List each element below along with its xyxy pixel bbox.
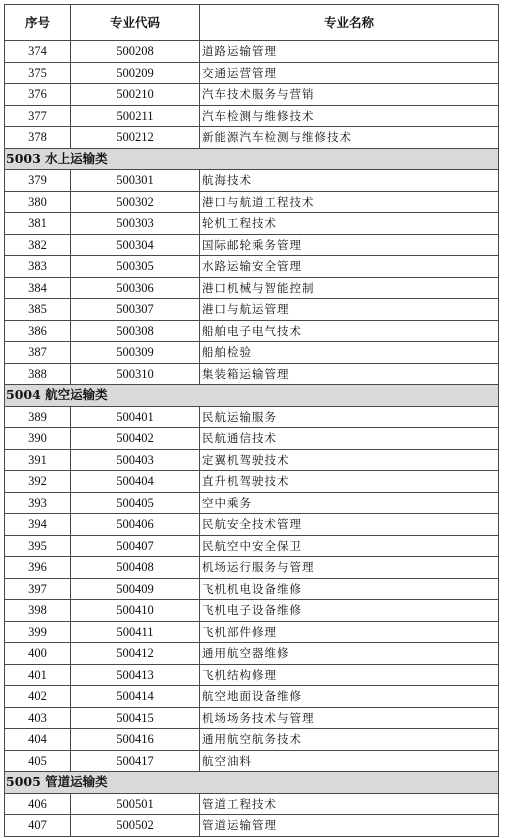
cell-code: 500414 — [71, 686, 200, 708]
cell-seq: 406 — [5, 793, 71, 815]
cell-code: 500401 — [71, 406, 200, 428]
cell-code: 500413 — [71, 664, 200, 686]
table-row — [5, 557, 499, 579]
table-row — [5, 84, 499, 106]
cell-name: 新能源汽车检测与维修技术 — [200, 127, 499, 149]
table-row — [5, 471, 499, 493]
table-row — [5, 170, 499, 192]
cell-seq: 383 — [5, 256, 71, 278]
cell-name: 民航空中安全保卫 — [200, 535, 499, 557]
cell-name: 汽车检测与维修技术 — [200, 105, 499, 127]
cell-seq: 398 — [5, 600, 71, 622]
cell-name: 航空油料 — [200, 750, 499, 772]
cell-name: 汽车技术服务与营销 — [200, 84, 499, 106]
category-row — [5, 148, 499, 170]
table-row — [5, 62, 499, 84]
table-row — [5, 793, 499, 815]
table-row — [5, 707, 499, 729]
cell-code: 500305 — [71, 256, 200, 278]
category-row — [5, 772, 499, 794]
cell-code: 500403 — [71, 449, 200, 471]
cell-seq: 405 — [5, 750, 71, 772]
table-body — [5, 41, 499, 837]
cell-name: 港口机械与智能控制 — [200, 277, 499, 299]
cell-code: 500417 — [71, 750, 200, 772]
cell-name: 道路运输管理 — [200, 41, 499, 63]
cell-seq: 376 — [5, 84, 71, 106]
table-row — [5, 363, 499, 385]
cell-seq: 400 — [5, 643, 71, 665]
cell-name: 机场运行服务与管理 — [200, 557, 499, 579]
table-row — [5, 664, 499, 686]
cell-seq: 393 — [5, 492, 71, 514]
table-row — [5, 105, 499, 127]
major-catalog-table — [4, 4, 499, 837]
cell-name: 民航安全技术管理 — [200, 514, 499, 536]
cell-name: 集装箱运输管理 — [200, 363, 499, 385]
table-row — [5, 428, 499, 450]
category-label: 5003 水上运输类 — [5, 148, 499, 170]
cell-name: 机场场务技术与管理 — [200, 707, 499, 729]
table-row — [5, 406, 499, 428]
cell-name: 水路运输安全管理 — [200, 256, 499, 278]
cell-seq: 389 — [5, 406, 71, 428]
cell-name: 民航通信技术 — [200, 428, 499, 450]
cell-code: 500309 — [71, 342, 200, 364]
table-row — [5, 535, 499, 557]
cell-seq: 407 — [5, 815, 71, 837]
cell-code: 500410 — [71, 600, 200, 622]
cell-code: 500308 — [71, 320, 200, 342]
table-row — [5, 578, 499, 600]
table-row — [5, 492, 499, 514]
cell-name: 通用航空航务技术 — [200, 729, 499, 751]
cell-name: 管道工程技术 — [200, 793, 499, 815]
cell-name: 空中乘务 — [200, 492, 499, 514]
cell-code: 500211 — [71, 105, 200, 127]
cell-name: 直升机驾驶技术 — [200, 471, 499, 493]
cell-code: 500301 — [71, 170, 200, 192]
category-row — [5, 385, 499, 407]
cell-seq: 397 — [5, 578, 71, 600]
table-row — [5, 621, 499, 643]
header-row — [5, 5, 499, 41]
table-row — [5, 750, 499, 772]
cell-name: 管道运输管理 — [200, 815, 499, 837]
cell-name: 国际邮轮乘务管理 — [200, 234, 499, 256]
cell-name: 定翼机驾驶技术 — [200, 449, 499, 471]
cell-seq: 384 — [5, 277, 71, 299]
cell-seq: 379 — [5, 170, 71, 192]
cell-seq: 396 — [5, 557, 71, 579]
cell-code: 500415 — [71, 707, 200, 729]
cell-seq: 392 — [5, 471, 71, 493]
cell-name: 交通运营管理 — [200, 62, 499, 84]
table-row — [5, 342, 499, 364]
table-row — [5, 234, 499, 256]
cell-seq: 378 — [5, 127, 71, 149]
cell-code: 500411 — [71, 621, 200, 643]
cell-seq: 381 — [5, 213, 71, 235]
cell-seq: 387 — [5, 342, 71, 364]
cell-code: 500209 — [71, 62, 200, 84]
cell-seq: 388 — [5, 363, 71, 385]
header-name: 专业名称 — [200, 5, 499, 41]
category-label: 5004 航空运输类 — [5, 385, 499, 407]
cell-code: 500416 — [71, 729, 200, 751]
cell-name: 船舶电子电气技术 — [200, 320, 499, 342]
cell-seq: 399 — [5, 621, 71, 643]
table-row — [5, 320, 499, 342]
cell-seq: 380 — [5, 191, 71, 213]
cell-name: 飞机电子设备维修 — [200, 600, 499, 622]
cell-seq: 394 — [5, 514, 71, 536]
cell-code: 500409 — [71, 578, 200, 600]
header-seq: 序号 — [5, 5, 71, 41]
table-row — [5, 643, 499, 665]
cell-code: 500304 — [71, 234, 200, 256]
cell-seq: 401 — [5, 664, 71, 686]
cell-name: 轮机工程技术 — [200, 213, 499, 235]
cell-code: 500408 — [71, 557, 200, 579]
cell-name: 飞机部件修理 — [200, 621, 499, 643]
table-header — [5, 5, 499, 41]
table-row — [5, 449, 499, 471]
cell-code: 500306 — [71, 277, 200, 299]
header-code: 专业代码 — [71, 5, 200, 41]
table-row — [5, 686, 499, 708]
table-row — [5, 277, 499, 299]
table-row — [5, 729, 499, 751]
cell-code: 500502 — [71, 815, 200, 837]
cell-seq: 402 — [5, 686, 71, 708]
cell-name: 航海技术 — [200, 170, 499, 192]
cell-name: 飞机结构修理 — [200, 664, 499, 686]
cell-code: 500406 — [71, 514, 200, 536]
table-row — [5, 299, 499, 321]
cell-seq: 377 — [5, 105, 71, 127]
cell-code: 500303 — [71, 213, 200, 235]
cell-seq: 403 — [5, 707, 71, 729]
table-row — [5, 256, 499, 278]
cell-seq: 404 — [5, 729, 71, 751]
table-row — [5, 127, 499, 149]
cell-name: 航空地面设备维修 — [200, 686, 499, 708]
table-row — [5, 600, 499, 622]
table-row — [5, 815, 499, 837]
cell-name: 船舶检验 — [200, 342, 499, 364]
cell-code: 500407 — [71, 535, 200, 557]
cell-seq: 382 — [5, 234, 71, 256]
cell-code: 500405 — [71, 492, 200, 514]
table-row — [5, 41, 499, 63]
cell-code: 500501 — [71, 793, 200, 815]
cell-code: 500307 — [71, 299, 200, 321]
cell-seq: 395 — [5, 535, 71, 557]
cell-name: 港口与航运管理 — [200, 299, 499, 321]
cell-code: 500402 — [71, 428, 200, 450]
cell-seq: 390 — [5, 428, 71, 450]
table-row — [5, 213, 499, 235]
table-row — [5, 514, 499, 536]
cell-code: 500412 — [71, 643, 200, 665]
table-row — [5, 191, 499, 213]
cell-seq: 386 — [5, 320, 71, 342]
cell-code: 500302 — [71, 191, 200, 213]
cell-code: 500208 — [71, 41, 200, 63]
cell-seq: 374 — [5, 41, 71, 63]
cell-seq: 375 — [5, 62, 71, 84]
cell-name: 通用航空器维修 — [200, 643, 499, 665]
cell-code: 500404 — [71, 471, 200, 493]
cell-code: 500310 — [71, 363, 200, 385]
category-label: 5005 管道运输类 — [5, 772, 499, 794]
cell-code: 500212 — [71, 127, 200, 149]
cell-name: 飞机机电设备维修 — [200, 578, 499, 600]
cell-code: 500210 — [71, 84, 200, 106]
cell-name: 港口与航道工程技术 — [200, 191, 499, 213]
cell-seq: 385 — [5, 299, 71, 321]
cell-name: 民航运输服务 — [200, 406, 499, 428]
cell-seq: 391 — [5, 449, 71, 471]
